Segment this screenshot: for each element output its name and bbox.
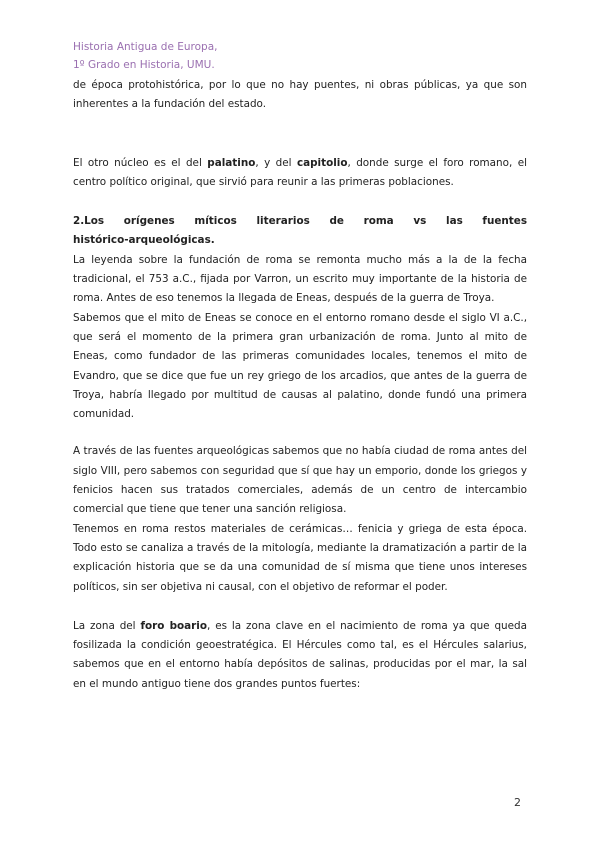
paragraph-text: La zona del (73, 619, 141, 632)
paragraph-palatino (73, 154, 527, 193)
paragraph-foro-boario (73, 617, 527, 694)
paragraph-continuation: de época protohistórica, por lo que no hay puentes, ni obras públicas, ya que son inherentes a la fundación del estado. (73, 79, 527, 111)
term-palatino: palatino (207, 156, 256, 169)
paragraph-text: , donde surge el foro romano, el centro político original, que sirvió para reunir a las primeras poblaciones. (73, 156, 527, 188)
header-degree-line: 1º Grado en Historia, UMU. (73, 59, 215, 71)
paragraph-fuentes-arqueologicas: A través de las fuentes arqueológicas sabemos que no había ciudad de roma antes del siglo VIII, pero sabemos con seguridad que sí que hay un emporio, donde los griegos y fenicios hacen sus tratados comerciales, además de un centro de intercambio comercial que tiene que tener una sanción religiosa. (73, 445, 527, 516)
paragraph-leyenda: La leyenda sobre la fundación de roma se remonta mucho más a la de la fecha tradicional, el 753 a.C., fijada por Varron, un escrito muy importante de la historia de roma. Antes de eso tenemos la llegada de Eneas, después de la guerra de Troya. (73, 253, 527, 305)
page-header (73, 38, 218, 74)
document-body (73, 76, 527, 694)
paragraph-text: , es la zona clave en el nacimiento de roma ya que queda fosilizada la condición geoestratégica. El Hércules como tal, es el Hércules salarius, sabemos que en el entorno había depósitos de salinas, producidas por el mar, la sal en el mundo antiguo tiene dos grandes puntos fuertes: (73, 619, 527, 690)
paragraph-restos-materiales: Tenemos en roma restos materiales de cerámicas… fenicia y griega de esta época. Todo esto se canaliza a través de la mitología, mediante la dramatización a partir de la explicación historia que se da una comunidad de sí misma que tiene unos intereses políticos, sin ser objetiva ni causal, con el objetivo de reformar el poder. (73, 522, 527, 593)
section-heading-line2: histórico-arqueológicas. (73, 234, 215, 247)
section-heading (73, 212, 527, 251)
term-capitolio: capitolio (296, 156, 348, 169)
paragraph-text: El otro núcleo es el del (73, 156, 208, 169)
section-heading-line1: 2.Los orígenes míticos literarios de roma vs las fuentes (73, 215, 527, 228)
term-foro-boario: foro boario (140, 619, 207, 632)
header-course-title: Historia Antigua de Europa, (73, 41, 218, 53)
paragraph-eneas: Sabemos que el mito de Eneas se conoce en el entorno romano desde el siglo VI a.C., que será el momento de la primera gran urbanización de roma. Junto al mito de Eneas, como fundador de las primeras comunidades locales, tenemos el mito de Evandro, que se dice que fue un rey griego de los arcadios, que antes de la guerra de Troya, habría llegado por multitud de causas al palatino, donde fundó una primera comunidad. (73, 311, 527, 421)
page-number: 2 (514, 796, 521, 809)
paragraph-text: , y del (255, 156, 297, 169)
